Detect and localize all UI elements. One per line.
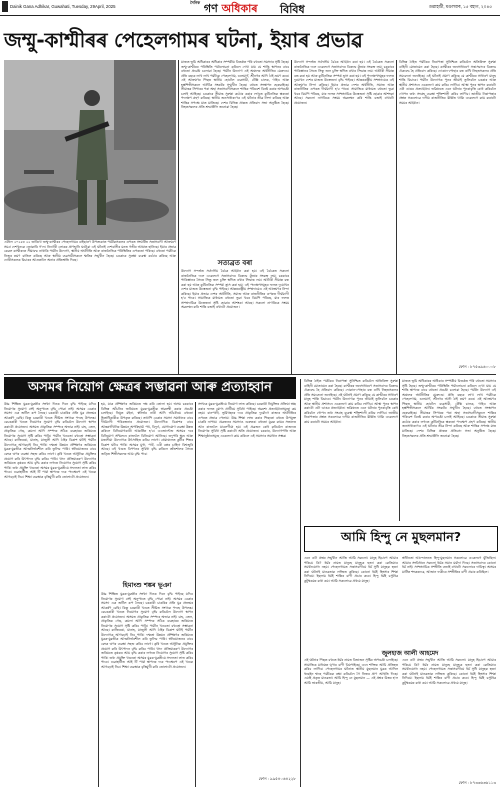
article1-contact: ফোন : ৮৭৫৩৯৬০০০৮: [458, 364, 496, 369]
divider: [178, 60, 179, 375]
article1-headline: জম্মু-কাশ্মীৰৰ পেহেলগামৰ ঘটনা, ইয়াৰ প্ৰভাৱ: [4, 28, 363, 52]
article3-column3: এই ঘটনাৰ পিছত বহুতে ধৰ্মৰ নামত বিভাজন সৃষ্টিৰ অপচেষ্টা চলাইছে। সামাজিক মাধ্যমত ঘৃণাৰ বাণী বিয়পাইছে। এনে শক্তিক আমি প্ৰতিহত কৰিব লাগিব। পেহেলগামৰ ঘটনাত স্থানীয় মুছলমান যুৱক আদিল হুছেইন শ্বাহে পৰ্যটকক ৰক্ষা কৰিবলৈ গৈ নিজৰ প্ৰাণ আহুতি দিছে। এয়াই প্ৰকৃত মানৱতা। আমি হিন্দু নে মুছলমান — এই প্ৰশ্নৰ উত্তৰ হ'ল আমি ভাৰতীয়, আমি মানুহ।: [304, 658, 398, 685]
divider: [399, 379, 400, 521]
paper-info: Dainik Gana Adhikar, Guwahati, Tuesday, 29April, 2025: [10, 4, 116, 9]
section-title: বিবিধ: [280, 3, 305, 16]
article1-author: সত্যব্ৰত বৰা: [217, 259, 253, 267]
article1-photo: [4, 60, 176, 240]
paper-logo: [190, 0, 258, 19]
article1-caption: এপ্ৰিল ২০২৫ৰ ২২ তাৰিখে জম্মু-কাশ্মীৰৰ পেহেলগামৰ বাইছাৰণ উপত্যকাত পৰ্যটকসকলৰ ওপৰত সংঘটিত সন্ত্ৰাসবাদী আক্ৰমণে সমগ্ৰ দেশখনকে জোকাৰি গ'ল। নিৰ্দোষী লোকৰ প্ৰাণহানি ঘটোৱা এই ঘটনাই দেশবাসীৰ মনত গভীৰ আঘাত হানিছে। ইয়াৰ প্ৰভাৱ কেৱল কাশ্মীৰতে সীমাবদ্ধ নাথাকি পৰ্যটন উদ্যোগ, স্থানীয় অৰ্থনীতি আৰু ৰাজনৈতিক পৰিস্থিতিৰ ওপৰতো পৰিছে। বহুতো পৰ্যটকে নিজৰ ভ্ৰমণ বাতিল কৰিছে আৰু স্থানীয় ব্যৱসায়ীসকলে ক্ষতিৰ সন্মুখীন হৈছে। চৰকাৰে সুৰক্ষা ব্যৱস্থা কঠোৰ কৰিছে আৰু দোষীসকলক বিচাৰৰ আওতালৈ অনাৰ প্ৰতিশ্ৰুতি দিছে।: [4, 240, 176, 263]
article1-column2b: উদ্যোগ সন্দৰ্ভত সৰ্বদলীয় বৈঠক আহ্বান কৰা হয়। এই বৈঠকত সকলো ৰাজনৈতিক দলে একেলগে সন্ত্ৰাসবাদৰ বিৰুদ্ধে যুঁজাৰ সংকল্প লয়। চৰকাৰে পাকিস্তানৰ সৈতে সিন্ধু জল চুক্তি স্থগিত ৰখাৰ সিদ্ধান্ত লয়। আটাৰী সীমান্ত বন্ধ কৰা হয় আৰু কূটনৈতিক সম্পৰ্ক হ্ৰাস কৰা হয়। এই পদক্ষেপসমূহৰ ফলত দুয়োখন দেশৰ মাজত উত্তেজনা বৃদ্ধি পাইছে। আন্তঃৰাষ্ট্ৰীয় সম্প্ৰদায়েও এই আক্ৰমণৰ নিন্দা কৰিছে। ইয়াৰ প্ৰভাৱ দেশৰ অৰ্থনীতি, সমাজ আৰু ৰাজনীতিৰ ওপৰত দীৰ্ঘম্যাদী হ'ব পাৰে। সামাজিক মাধ্যমত বহুতো ভুৱা খবৰ বিয়পি পৰিছে, যাৰ ফলত সাম্প্ৰদায়িক উত্তেজনা সৃষ্টি হোৱাৰ আশংকা আছে। সকলো নাগৰিকে সংযম অৱলম্বন কৰি শান্তি বজাই ৰখাটো প্ৰয়োজন।: [181, 269, 289, 310]
logo-part1: গণ: [203, 2, 218, 15]
divider: [4, 374, 496, 375]
article2-column2b: উচ্চ শিক্ষিত যুৱক-যুৱতীৰ সংখ্যা দিনক দিনে বৃদ্ধি পাইছে যদিও নিয়োগৰ সুযোগ সেই অনুপাতে বৃদ্ধি পোৱা নাই। অসমৰ বেকাৰ সমস্যা এক জটিল ৰূপ লৈছে। চৰকাৰী চাকৰিৰ প্ৰতি যুৱ প্ৰজন্মৰ আকৰ্ষণ বেছি। কিন্তু চৰকাৰী খণ্ডত সীমিত সংখ্যক পদহে উপলব্ধ। বেচৰকাৰী খণ্ডত নিয়োগৰ সুযোগ বৃদ্ধি কৰিবলৈ উদ্যোগ স্থাপন কৰাটো প্ৰয়োজন। অসমত প্ৰাকৃতিক সম্পদৰ অভাৱ নাই। চাহ, তেল, প্ৰাকৃতিক গেছ, কয়লা আদি সম্পদৰ সঠিক ব্যৱহাৰৰ জৰিয়তে নিয়োগৰ সুযোগ সৃষ্টি কৰিব পাৰি। পৰ্যটন খণ্ডতো বহুতো সম্ভাৱনা আছে। কাজিৰঙা, মানাহ, মাজুলী আদি ঠাইৰ বিকাশ ঘটাই পৰ্যটন উদ্যোগক আগবঢ়াই নিব পাৰি। দক্ষতা উন্নয়ন প্ৰশিক্ষণৰ জৰিয়তে যুৱক-যুৱতীক আত্মনিৰ্ভৰশীল কৰি তুলিব পাৰি। স্বনিয়োজনৰ বাবে বেংক ঋণৰ ব্যৱস্থা সহজ কৰিব লাগে। কৃষি খণ্ডত আধুনিক প্ৰযুক্তিৰ প্ৰয়োগ কৰি উৎপাদন বৃদ্ধি কৰিব পাৰি। খাদ্য প্ৰক্ৰিয়াকৰণ উদ্যোগৰ জৰিয়তে কৃষকৰ আয় বৃদ্ধি কৰাৰ লগতে নিয়োগৰ সুযোগ সৃষ্টি কৰিব পাৰি। তথ্য প্ৰযুক্তি খণ্ডতো অসমৰ যুৱক-যুৱতীয়ে সফলতা লাভ কৰিব পাৰে। গুৱাহাটীত আই টি পাৰ্ক স্থাপনৰ দৰে পদক্ষেপে এই খণ্ডক আগবঢ়াই নিব। শিক্ষা ব্যৱস্থাক বৃত্তিমুখী কৰি তোলাটো প্ৰয়োজন।: [101, 592, 193, 669]
date-line: গুৱাহাটী, মঙলবাৰ, ১৫ বহাগ, ২০৪৫: [428, 4, 492, 9]
divider: [195, 402, 196, 787]
article3-column4: এনে এটা প্ৰশ্নৰ সন্মুখীন আজি আমি সকলো। মানুহ হিচাপে আমাৰ পৰিচয় কি? ধৰ্মৰ নামত মানুহে মানুহক হত্যা কৰা কেতিয়াও সমৰ্থনযোগ্য নহয়। পেহেলগামত সন্ত্ৰাসবাদীয়ে ধৰ্ম সুধি মানুহক হত্যা কৰা ঘটনাই মানৱতাক লজ্জিত কৰিছে। কোনো ধৰ্মই হিংসাৰ শিক্ষা নিদিয়ে। ইছলাম ধৰ্মই শান্তিৰ বাণী প্ৰচাৰ কৰে। হিন্দু ধৰ্মই বসুধৈৱ কুটুম্বকমৰ কথা কয়। আমি সকলোৱে প্ৰথমে মানুহ।: [402, 658, 496, 685]
article3-column1: এনে এটা প্ৰশ্নৰ সন্মুখীন আজি আমি সকলো। মানুহ হিচাপে আমাৰ পৰিচয় কি? ধৰ্মৰ নামত মানুহে মানুহক হত্যা কৰা কেতিয়াও সমৰ্থনযোগ্য নহয়। পেহেলগামত সন্ত্ৰাসবাদীয়ে ধৰ্ম সুধি মানুহক হত্যা কৰা ঘটনাই মানৱতাক লজ্জিত কৰিছে। কোনো ধৰ্মই হিংসাৰ শিক্ষা নিদিয়ে। ইছলাম ধৰ্মই শান্তিৰ বাণী প্ৰচাৰ কৰে। হিন্দু ধৰ্মই বসুধৈৱ কুটুম্বকমৰ কথা কয়। আমি সকলোৱে প্ৰথমে মানুহ।: [304, 556, 398, 583]
divider: [98, 402, 99, 787]
article2-column1: উচ্চ শিক্ষিত যুৱক-যুৱতীৰ সংখ্যা দিনক দিনে বৃদ্ধি পাইছে যদিও নিয়োগৰ সুযোগ সেই অনুপাতে বৃদ্ধি পোৱা নাই। অসমৰ বেকাৰ সমস্যা এক জটিল ৰূপ লৈছে। চৰকাৰী চাকৰিৰ প্ৰতি যুৱ প্ৰজন্মৰ আকৰ্ষণ বেছি। কিন্তু চৰকাৰী খণ্ডত সীমিত সংখ্যক পদহে উপলব্ধ। বেচৰকাৰী খণ্ডত নিয়োগৰ সুযোগ বৃদ্ধি কৰিবলৈ উদ্যোগ স্থাপন কৰাটো প্ৰয়োজন। অসমত প্ৰাকৃতিক সম্পদৰ অভাৱ নাই। চাহ, তেল, প্ৰাকৃতিক গেছ, কয়লা আদি সম্পদৰ সঠিক ব্যৱহাৰৰ জৰিয়তে নিয়োগৰ সুযোগ সৃষ্টি কৰিব পাৰি। পৰ্যটন খণ্ডতো বহুতো সম্ভাৱনা আছে। কাজিৰঙা, মানাহ, মাজুলী আদি ঠাইৰ বিকাশ ঘটাই পৰ্যটন উদ্যোগক আগবঢ়াই নিব পাৰি। দক্ষতা উন্নয়ন প্ৰশিক্ষণৰ জৰিয়তে যুৱক-যুৱতীক আত্মনিৰ্ভৰশীল কৰি তুলিব পাৰি। স্বনিয়োজনৰ বাবে বেংক ঋণৰ ব্যৱস্থা সহজ কৰিব লাগে। কৃষি খণ্ডত আধুনিক প্ৰযুক্তিৰ প্ৰয়োগ কৰি উৎপাদন বৃদ্ধি কৰিব পাৰি। খাদ্য প্ৰক্ৰিয়াকৰণ উদ্যোগৰ জৰিয়তে কৃষকৰ আয় বৃদ্ধি কৰাৰ লগতে নিয়োগৰ সুযোগ সৃষ্টি কৰিব পাৰি। তথ্য প্ৰযুক্তি খণ্ডতো অসমৰ যুৱক-যুৱতীয়ে সফলতা লাভ কৰিব পাৰে। গুৱাহাটীত আই টি পাৰ্ক স্থাপনৰ দৰে পদক্ষেপে এই খণ্ডক আগবঢ়াই নিব। শিক্ষা ব্যৱস্থাক বৃত্তিমুখী কৰি তোলাটো প্ৰয়োজন।: [4, 402, 96, 479]
article3-author: জুলহাজ আলী আহমেদ: [381, 650, 439, 657]
paper-logo-icon: [2, 1, 8, 12]
article1-column2: মাজত ভূমি অধিকাৰৰ অধিকাৰ সম্পৰ্কীয় বিতৰ্কত পৰি বহুতো সমস্যাৰ সৃষ্টি হৈছে। জম্মু-কাশ্মীৰৰ পৰিস্থিতি পৰ্যালোচনা কৰিলে দেখা যায় যে শান্তি স্থাপনৰ বাবে বহুতো প্ৰচেষ্টা চলোৱা হৈছে। পৰ্যটন উদ্যোগ এই অঞ্চলৰ অৰ্থনীতিৰ মেৰুদণ্ড। প্ৰতি বছৰে লাখ লাখ পৰ্যটকে পেহেলগাম, গুলমাৰ্গ, শ্ৰীনগৰ আদি ঠাই ভ্ৰমণ কৰে। এই আক্ৰমণৰ পিছত স্থানীয় হোটেল ব্যৱসায়ী, টেক্সি চালক, গাইড আৰু হস্তশিল্পীসকলে আৰ্থিক সংকটৰ সন্মুখীন হৈছে। বহুতে সংস্থাপন হেৰুৱাইছে। সীমান্তৰ সিপাৰৰ পৰা অহা সন্ত্ৰাসবাদীসকলে শান্তিৰ পৰিবেশ বিনষ্ট কৰাৰ অপচেষ্টা চলাই আহিছে। চৰকাৰে সীমান্ত সুৰক্ষা কঠোৰ কৰাৰ লগতে কূটনৈতিক স্তৰতো পদক্ষেপ গ্ৰহণ কৰিছে। স্থানীয় জনসাধাৰণেও এই ঘটনাৰ তীব্ৰ নিন্দা কৰিছে আৰু শান্তিৰ সপক্ষে মাত মাতিছে। দেশৰ বিভিন্ন প্ৰান্তত প্ৰতিবাদ সভা অনুষ্ঠিত হৈছে। নিহতসকলৰ প্ৰতি শ্ৰদ্ধাঞ্জলি জনোৱা হৈছে।: [181, 60, 289, 110]
article1-column3: উদ্যোগ সন্দৰ্ভত সৰ্বদলীয় বৈঠক আহ্বান কৰা হয়। এই বৈঠকত সকলো ৰাজনৈতিক দলে একেলগে সন্ত্ৰাসবাদৰ বিৰুদ্ধে যুঁজাৰ সংকল্প লয়। চৰকাৰে পাকিস্তানৰ সৈতে সিন্ধু জল চুক্তি স্থগিত ৰখাৰ সিদ্ধান্ত লয়। আটাৰী সীমান্ত বন্ধ কৰা হয় আৰু কূটনৈতিক সম্পৰ্ক হ্ৰাস কৰা হয়। এই পদক্ষেপসমূহৰ ফলত দুয়োখন দেশৰ মাজত উত্তেজনা বৃদ্ধি পাইছে। আন্তঃৰাষ্ট্ৰীয় সম্প্ৰদায়েও এই আক্ৰমণৰ নিন্দা কৰিছে। ইয়াৰ প্ৰভাৱ দেশৰ অৰ্থনীতি, সমাজ আৰু ৰাজনীতিৰ ওপৰত দীৰ্ঘম্যাদী হ'ব পাৰে। সামাজিক মাধ্যমত বহুতো ভুৱা খবৰ বিয়পি পৰিছে, যাৰ ফলত সাম্প্ৰদায়িক উত্তেজনা সৃষ্টি হোৱাৰ আশংকা আছে। সকলো নাগৰিকে সংযম অৱলম্বন কৰি শান্তি বজাই ৰখাটো প্ৰয়োজন।: [294, 60, 394, 105]
logo-top: দৈনিক: [190, 0, 201, 5]
article3-column2: স্বাধীনতা আন্দোলনত হিন্দু-মুছলমান সকলোৱে একেলগে যুঁজিছিল। আমাৰ সংবিধানে সকলো ধৰ্মক সমান মৰ্যাদা দিছে। সন্ত্ৰাসবাদৰ কোনো ধৰ্ম নাই। সাম্প্ৰদায়িক সম্প্ৰীতি বজাই ৰখাটো সকলোৰে দায়িত্ব। অসমৰ মাটিত শংকৰদেৱ, আজান ফকীৰে সম্প্ৰীতিৰ বাণী প্ৰচাৰ কৰিছিল।: [402, 556, 496, 574]
article3-contact: ফোন : ৮৭৩৩৬৩৬১১৩: [458, 780, 496, 785]
article2-contact: ফোন : ৯৯৫৪০৬৪২২৮: [258, 776, 296, 781]
article3-headline: আমি হিন্দু নে মুছলমান?: [304, 526, 498, 552]
article2-headline: অসমৰ নিয়োগ ক্ষেত্ৰৰ সম্ভাৱনা আৰু প্ৰত্যাহ্বান: [4, 377, 296, 399]
divider: [300, 379, 301, 787]
article2-author: হিমাংশু শঙ্কৰ ভূঞা: [122, 581, 172, 589]
logo-part2: অধিকাৰ: [221, 2, 258, 15]
article1-column6: মাজত ভূমি অধিকাৰৰ অধিকাৰ সম্পৰ্কীয় বিতৰ্কত পৰি বহুতো সমস্যাৰ সৃষ্টি হৈছে। জম্মু-কাশ্মীৰৰ পৰিস্থিতি পৰ্যালোচনা কৰিলে দেখা যায় যে শান্তি স্থাপনৰ বাবে বহুতো প্ৰচেষ্টা চলোৱা হৈছে। পৰ্যটন উদ্যোগ এই অঞ্চলৰ অৰ্থনীতিৰ মেৰুদণ্ড। প্ৰতি বছৰে লাখ লাখ পৰ্যটকে পেহেলগাম, গুলমাৰ্গ, শ্ৰীনগৰ আদি ঠাই ভ্ৰমণ কৰে। এই আক্ৰমণৰ পিছত স্থানীয় হোটেল ব্যৱসায়ী, টেক্সি চালক, গাইড আৰু হস্তশিল্পীসকলে আৰ্থিক সংকটৰ সন্মুখীন হৈছে। বহুতে সংস্থাপন হেৰুৱাইছে। সীমান্তৰ সিপাৰৰ পৰা অহা সন্ত্ৰাসবাদীসকলে শান্তিৰ পৰিবেশ বিনষ্ট কৰাৰ অপচেষ্টা চলাই আহিছে। চৰকাৰে সীমান্ত সুৰক্ষা কঠোৰ কৰাৰ লগতে কূটনৈতিক স্তৰতো পদক্ষেপ গ্ৰহণ কৰিছে। স্থানীয় জনসাধাৰণেও এই ঘটনাৰ তীব্ৰ নিন্দা কৰিছে আৰু শান্তিৰ সপক্ষে মাত মাতিছে। দেশৰ বিভিন্ন প্ৰান্তত প্ৰতিবাদ সভা অনুষ্ঠিত হৈছে। নিহতসকলৰ প্ৰতি শ্ৰদ্ধাঞ্জলি জনোৱা হৈছে।: [402, 379, 496, 438]
divider: [396, 60, 397, 375]
article1-column4: বিভিন্ন ঠাইত পৰ্যটকৰ নিৰাপত্তা সুনিশ্চিত কৰিবলৈ অতিৰিক্ত সুৰক্ষা বাহিনী মোতায়েন কৰা হৈছে। কাশ্মীৰৰ জনসাধাৰণে সন্ত্ৰাসবাদৰ বিৰুদ্ধে ঐক্যবদ্ধ হৈ প্ৰতিবাদ কৰিছে। দোকান-পোহাৰ বন্ধ ৰাখি নিহতসকলৰ প্ৰতি সমবেদনা জনাইছে। এই ঘটনাই প্ৰমাণ কৰিছে যে কাশ্মীৰৰ সাধাৰণ মানুহ শান্তি বিচাৰে। পৰ্যটন উদ্যোগক পুনৰ জীয়াই তুলিবলৈ চৰকাৰ আৰু স্থানীয় প্ৰশাসনে একেলগে কাম কৰিব লাগিব। আস্থা পুনৰ স্থাপন কৰাটো এটা ডাঙৰ প্ৰত্যাহ্বান। ভৱিষ্যতে এনে ঘটনাৰ পুনৰাবৃত্তি ৰোধ কৰিবলৈ গোপন তথ্য সংগ্ৰহ ব্যৱস্থা শক্তিশালী কৰিব লাগিব। জাতীয় নিৰাপত্তাৰ প্ৰশ্নত সকলোৱে দলীয় ৰাজনীতিৰ ঊৰ্ধ্বত থাকি একেলগে কাম কৰাটো সময়ৰ আহ্বান।: [399, 60, 496, 105]
article1-column5: বিভিন্ন ঠাইত পৰ্যটকৰ নিৰাপত্তা সুনিশ্চিত কৰিবলৈ অতিৰিক্ত সুৰক্ষা বাহিনী মোতায়েন কৰা হৈছে। কাশ্মীৰৰ জনসাধাৰণে সন্ত্ৰাসবাদৰ বিৰুদ্ধে ঐক্যবদ্ধ হৈ প্ৰতিবাদ কৰিছে। দোকান-পোহাৰ বন্ধ ৰাখি নিহতসকলৰ প্ৰতি সমবেদনা জনাইছে। এই ঘটনাই প্ৰমাণ কৰিছে যে কাশ্মীৰৰ সাধাৰণ মানুহ শান্তি বিচাৰে। পৰ্যটন উদ্যোগক পুনৰ জীয়াই তুলিবলৈ চৰকাৰ আৰু স্থানীয় প্ৰশাসনে একেলগে কাম কৰিব লাগিব। আস্থা পুনৰ স্থাপন কৰাটো এটা ডাঙৰ প্ৰত্যাহ্বান। ভৱিষ্যতে এনে ঘটনাৰ পুনৰাবৃত্তি ৰোধ কৰিবলৈ গোপন তথ্য সংগ্ৰহ ব্যৱস্থা শক্তিশালী কৰিব লাগিব। জাতীয় নিৰাপত্তাৰ প্ৰশ্নত সকলোৱে দলীয় ৰাজনীতিৰ ঊৰ্ধ্বত থাকি একেলগে কাম কৰাটো সময়ৰ আহ্বান।: [304, 379, 398, 424]
article2-column2: হয়, যাক প্ৰশিক্ষণৰ জৰিয়তে দক্ষ কৰি তোলা হয়। অসম চৰকাৰে বিভিন্ন আঁচনিৰ জৰিয়তে যুৱক-যুৱতীক স্বাৱলম্বী কৰাৰ প্ৰচেষ্টা চলাইছে। নিযুত মইনা, স্বনিৰ্ভৰ নাৰী আদি আঁচনিয়ে বহুতো হিতাধিকাৰীক উপকৃত কৰিছে। তথাপি বেকাৰ সমস্যা সমাধানৰ বাবে দীৰ্ঘম্যাদী পৰিকল্পনাৰ প্ৰয়োজন। উদ্যোগিক বিকাশৰ বাবে আন্তঃগাঁথনিৰ উন্নয়ন অপৰিহাৰ্য। পথ, বিদ্যুৎ, যোগাযোগ ব্যৱস্থা উন্নত কৰিলে বিনিয়োগকাৰী আকৰ্ষিত হ'ব। এডভান্টেজ অসমৰ দৰে বিনিয়োগ সন্মিলনে ৰাজ্যলৈ বিনিয়োগ আনিছে। তদুপৰি ক্ষুদ্ৰ আৰু মজলীয়া উদ্যোগক উৎসাহিত কৰিব লাগে। গ্ৰামাঞ্চলত কুটীৰ শিল্পৰ বিকাশ ঘটাব পাৰি। অসমৰ মুগা, পাট, এৰী বস্ত্ৰৰ চাহিদা বিশ্বজুৰি আছে। এই খণ্ডত বিপণনৰ সুবিধা বৃদ্ধি কৰিলে তাঁতশালৰ সৈতে জড়িত শিল্পীসকলৰ আয় বৃদ্ধি পাব।: [101, 402, 193, 457]
divider: [291, 60, 292, 375]
article2-column3: সংখ্যক যুৱক-যুৱতীয়ে নিয়োগ লাভ কৰিছে। চৰকাৰী নিযুক্তিৰ প্ৰক্ৰিয়া স্বচ্ছ কৰাৰ ফলত যোগ্য প্ৰাৰ্থীয়ে সুবিধা পাইছে। অৱশ্যে প্ৰত্যাহ্বানসমূহো কম নহয়। বানপানী, ভূমিখহনৰ দৰে প্ৰাকৃতিক দুৰ্যোগে ৰাজ্যৰ অৰ্থনীতিৰ ওপৰত প্ৰভাৱ পেলায়। উচ্চ শিক্ষা লাভ কৰাৰ পিছতো বহুতে উপযুক্ত চাকৰি নাপায়। প্ৰব্ৰজনৰ সমস্যাও গুৰুতৰ। বহুতো যুৱক কামৰ সন্ধানত আন ৰাজ্যলৈ যাবলগীয়া হয়। এই প্ৰব্ৰজন ৰোধ কৰিবলৈ ৰাজ্যতে নিয়োগৰ সুবিধা সৃষ্টি কৰাটো অতি প্ৰয়োজন। চৰকাৰ, উদ্যোগপতি আৰু শিক্ষানুষ্ঠানসমূহে একেলগে কাম কৰিলে এই সমস্যাৰ সমাধান সম্ভৱ।: [198, 402, 296, 438]
